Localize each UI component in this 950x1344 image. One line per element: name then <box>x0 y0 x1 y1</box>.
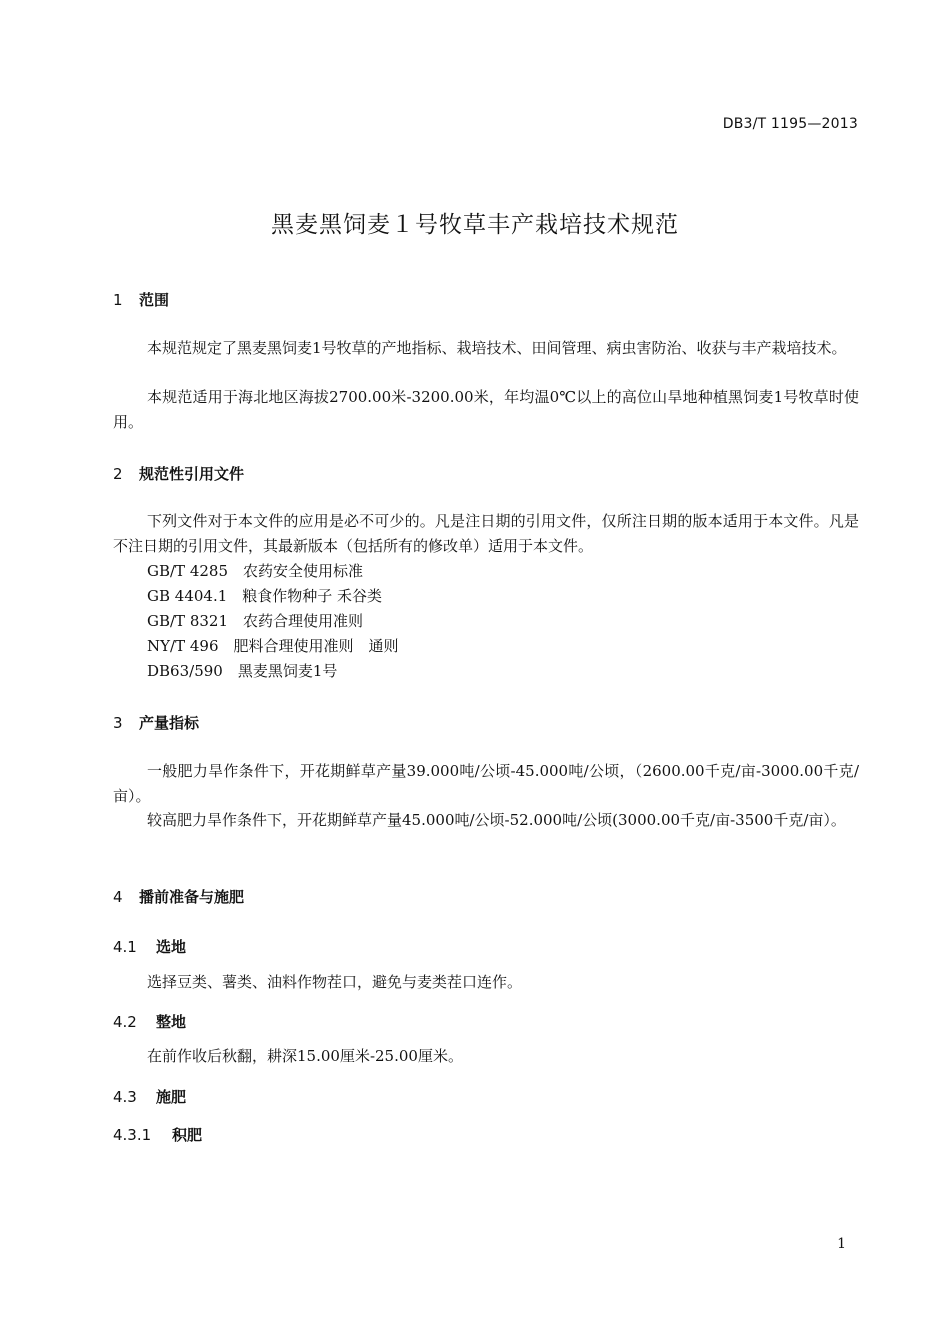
subsection-heading-4-3 <box>113 1086 186 1107</box>
section-number: 4 <box>113 888 123 906</box>
reference-item: NY/T 496 肥料合理使用准则 通则 <box>147 637 399 655</box>
section-title: 产量指标 <box>139 714 200 732</box>
subsection-title: 施肥 <box>156 1088 187 1106</box>
subsection-title: 整地 <box>156 1013 187 1031</box>
paragraph: 本规范适用于海北地区海拔2700.00米-3200.00米，年均温0℃以上的高位山旱地种植黑饲麦1号牧草时使用。 <box>113 388 859 431</box>
section-heading-2 <box>113 463 244 484</box>
subsection-number: 4.1 <box>113 938 137 956</box>
section-heading-3 <box>113 712 199 733</box>
section-title: 播前准备与施肥 <box>139 888 245 906</box>
subsection-heading-4-3-1 <box>113 1124 202 1145</box>
page-number: 1 <box>837 1236 846 1252</box>
paragraph: 一般肥力旱作条件下，开花期鲜草产量39.000吨/公顷-45.000吨/公顷，（2600.00千克/亩-3000.00千克/亩）。 <box>113 762 859 805</box>
subsection-heading-4-1 <box>113 936 186 957</box>
paragraph: 选择豆类、薯类、油料作物茬口，避免与麦类茬口连作。 <box>147 973 523 991</box>
paragraph: 较高肥力旱作条件下，开花期鲜草产量45.000吨/公顷-52.000吨/公顷(3000.00千克/亩-3500千克/亩）。 <box>147 811 846 829</box>
paragraph: 下列文件对于本文件的应用是必不可少的。凡是注日期的引用文件，仅所注日期的版本适用于本文件。凡是不注日期的引用文件，其最新版本（包括所有的修改单）适用于本文件。 <box>113 512 859 555</box>
subsection-number: 4.2 <box>113 1013 137 1031</box>
reference-item: GB/T 4285 农药安全使用标准 <box>147 562 364 580</box>
reference-item: GB 4404.1 粮食作物种子 禾谷类 <box>147 587 383 605</box>
section-number: 3 <box>113 714 123 732</box>
subsection-title: 积肥 <box>172 1126 203 1144</box>
subsection-number: 4.3.1 <box>113 1126 152 1144</box>
section-heading-1 <box>113 289 169 310</box>
document-code: DB3/T 1195—2013 <box>722 116 858 132</box>
section-title: 规范性引用文件 <box>139 465 245 483</box>
section-number: 2 <box>113 465 123 483</box>
reference-item: DB63/590 黑麦黑饲麦1号 <box>147 662 338 680</box>
document-title: 黑麦黑饲麦１号牧草丰产栽培技术规范 <box>271 212 679 238</box>
paragraph: 在前作收后秋翻，耕深15.00厘米-25.00厘米。 <box>147 1047 463 1065</box>
paragraph: 本规范规定了黑麦黑饲麦1号牧草的产地指标、栽培技术、田间管理、病虫害防治、收获与丰产栽培技术。 <box>147 339 847 357</box>
section-heading-4 <box>113 886 244 907</box>
section-title: 范围 <box>139 291 170 309</box>
subsection-heading-4-2 <box>113 1011 186 1032</box>
section-number: 1 <box>113 291 123 309</box>
subsection-title: 选地 <box>156 938 187 956</box>
subsection-number: 4.3 <box>113 1088 137 1106</box>
reference-item: GB/T 8321 农药合理使用准则 <box>147 612 364 630</box>
